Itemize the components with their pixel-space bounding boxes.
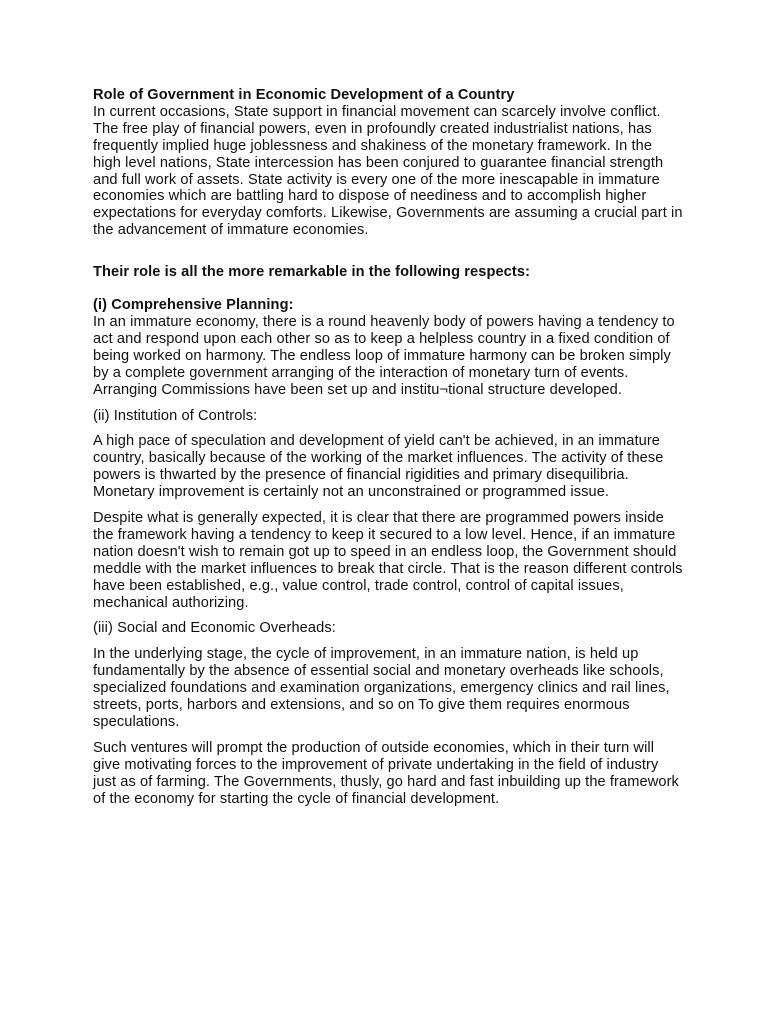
spacer: [93, 239, 683, 264]
section2-paragraph-2: Despite what is generally expected, it is clear that there are programmed powers inside the framework having a tendency to keep it secured to a low level. Hence, if an immature nation doesn't wish to remain got up to speed in an endless loop, the Government should meddle with the market influences to break that circle. That is the reason different controls have been established, e.g., value control, trade control, control of capital issues, mechanical authorizing.: [93, 510, 683, 611]
respects-heading: Their role is all the more remarkable in the following respects:: [93, 264, 531, 281]
section2-heading: (ii) Institution of Controls:: [93, 407, 258, 424]
intro-paragraph: In current occasions, State support in financial movement can scarcely involve conflict. The free play of financial powers, even in profoundly created industrialist nations, has frequently implied huge joblessness and shakiness of the monetary framework. In the high level nations, State intercession has been conjured to guarantee financial strength and full work of assets. State activity is every one of the more inescapable in immature economies which are battling hard to dispose of neediness and to accomplish higher expectations for everyday comforts. Likewise, Governments are assuming a crucial part in the advancement of immature economies.: [93, 103, 683, 239]
document-body: [93, 87, 683, 808]
spacer: [93, 424, 683, 433]
section1-paragraph: In an immature economy, there is a round heavenly body of powers having a tendency to act and respond upon each other so as to keep a helpless country in a fixed condition of being worked on harmony. The endless loop of immature harmony can be broken simply by a complete government arranging of the interaction of monetary turn of events. Arranging Commissions have been set up and institu¬tional structure developed.: [93, 313, 675, 398]
spacer: [93, 611, 683, 620]
section1-heading: (i) Comprehensive Planning:: [93, 297, 294, 314]
spacer: [93, 731, 683, 740]
spacer: [93, 281, 683, 297]
section3-paragraph-2: Such ventures will prompt the production of outside economies, which in their turn will give motivating forces to the improvement of private undertaking in the field of industry just as of farming. The Governments, thusly, go hard and fast inbuilding up the framework of the economy for starting the cycle of financial development.: [93, 739, 679, 807]
document-title: Role of Government in Economic Development of a Country: [93, 87, 515, 103]
section3-paragraph-1: In the underlying stage, the cycle of improvement, in an immature nation, is held up fundamentally by the absence of essential social and monetary overheads like schools, specialized foundations and examination organizations, emergency clinics and rail lines, streets, ports, harbors and extensions, and so on To give them requires enormous speculations.: [93, 646, 670, 730]
spacer: [93, 501, 683, 510]
section2-paragraph-1: A high pace of speculation and development of yield can't be achieved, in an immature country, basically because of the working of the market influences. The activity of these powers is thwarted by the presence of financial rigidities and primary disequilibria. Monetary improvement is certainly not an unconstrained or programmed issue.: [93, 433, 664, 501]
spacer: [93, 637, 683, 646]
section3-heading: (iii) Social and Economic Overheads:: [93, 620, 336, 637]
spacer: [93, 399, 683, 408]
